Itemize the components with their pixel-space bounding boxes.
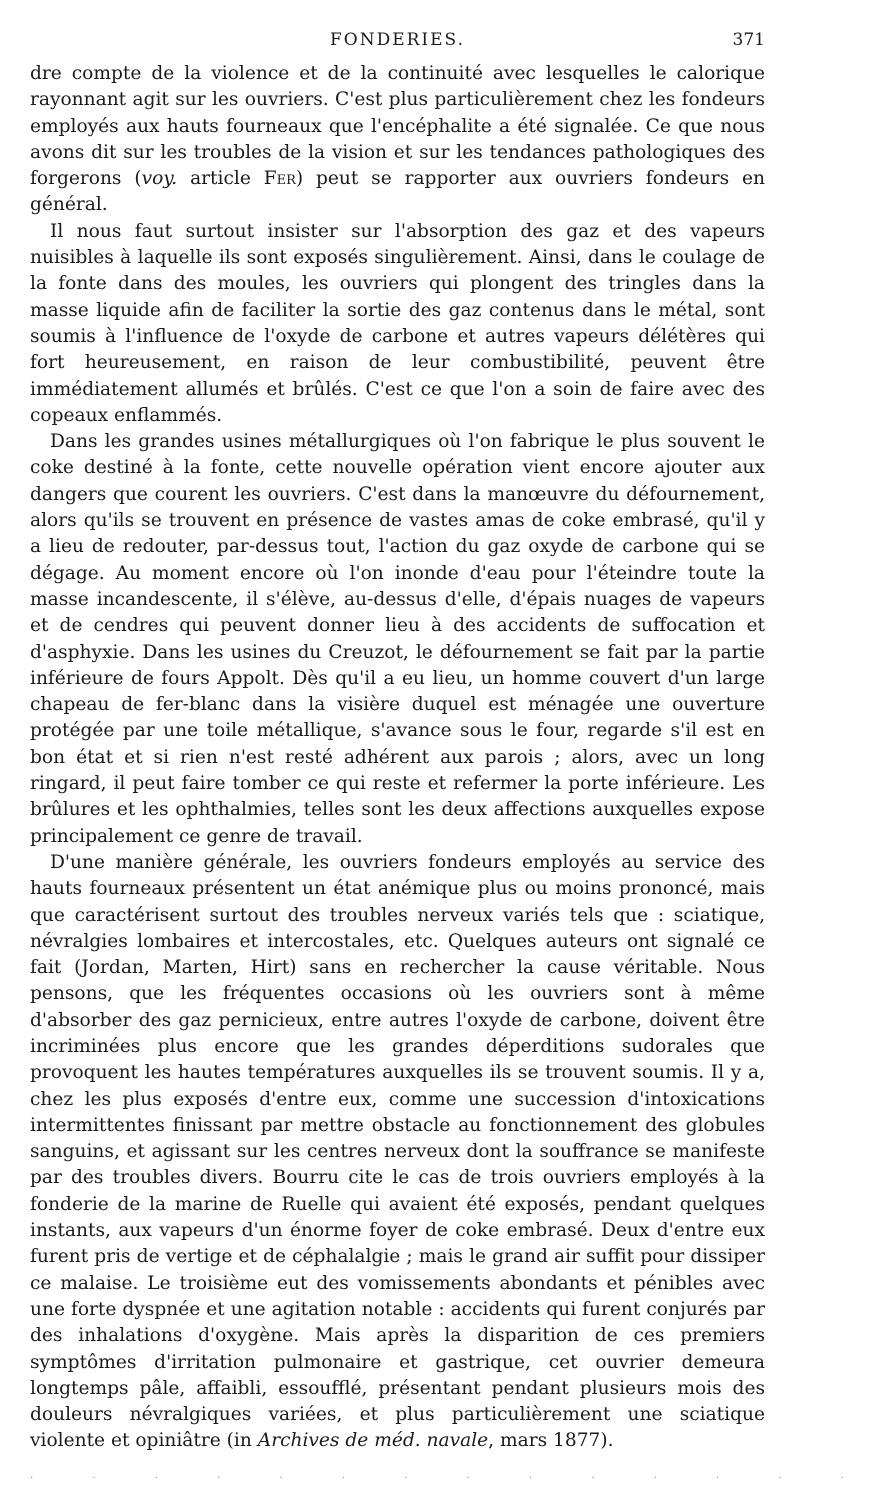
running-title: FONDERIES.: [329, 30, 465, 50]
page-edge-marks: . . . . . . . . . . . . . .: [30, 1470, 872, 1481]
text-run: D'une manière générale, les ouvriers fondeurs employés au service des hauts fourneaux présentent un état anémique plus ou moins prononcé, mais que caractérisent surtout des troubles nerveux variés tels que : sciatique, névralgies lombaires et intercostales, etc. Quelques auteurs ont signalé ce fait (Jordan, Marten, Hirt) sans en rechercher la cause véritable. Nous pensons, que les fréquentes occasions où les ouvriers sont à même d'absorber des gaz pernicieux, entre autres l'oxyde de carbone, doivent être incriminées plus encore que les grandes déperditions sudorales que provoquent les hautes températures auxquelles ils se trouvent soumis. Il y a, chez les plus exposés d'entre eux, comme une succession d'intoxications intermittentes finissant par mettre obstacle au fonctionnement des globules sanguins, et agissant sur les centres nerveux dont la souffrance se manifeste par des troubles divers. Bourru cite le cas de trois ouvriers employés à la fonderie de la marine de Ruelle qui avaient été exposés, pendant quelques instants, aux vapeurs d'un énorme foyer de coke embrasé. Deux d'entre eux furent pris de vertige et de céphalalgie ; mais le grand air suffit pour dissiper ce malaise. Le troisième eut des vomissements abondants et pénibles avec une forte dyspnée et une agitation notable : accidents qui furent conjurés par des inhalations d'oxygène. Mais après la disparition de ces premiers symptômes d'irritation pulmonaire et gastrique, cet ouvrier demeura longtemps pâle, affaibli, essoufflé, présentant pendant plusieurs mois des douleurs névralgiques variées, et plus particulièrement une sciatique violente et opiniâtre (in: [30, 851, 765, 1452]
body-text: [30, 61, 765, 1455]
paragraph: [30, 61, 765, 219]
paragraph: [30, 429, 765, 850]
text-run: , mars 1877).: [488, 1430, 614, 1452]
text-run: ) peut se rapporter aux ouvriers fondeurs en général.: [30, 168, 765, 216]
running-head: [30, 30, 765, 56]
italic-text: Archives de méd. navale: [257, 1430, 489, 1452]
text-run: Dans les grandes usines métallurgiques où l'on fabrique le plus souvent le coke destiné à la fonte, cette nouvelle opération vient encore ajouter aux dangers que courent les ouvriers. C'est dans la manœuvre du défournement, alors qu'ils se trouvent en présence de vastes amas de coke embrasé, qu'il y a lieu de redouter, par-dessus tout, l'action du gaz oxyde de carbone qui se dégage. Au moment encore où l'on inonde d'eau pour l'éteindre toute la masse incandescente, il s'élève, au-dessus d'elle, d'épais nuages de vapeurs et de cendres qui peuvent donner lieu à des accidents de suffocation et d'asphyxie. Dans les usines du Creuzot, le défournement se fait par la partie inférieure de fours Appolt. Dès qu'il a eu lieu, un homme couvert d'un large chapeau de fer-blanc dans la visière duquel est ménagée une ouverture protégée par une toile métallique, s'avance sous le four, regarde s'il est en bon état et si rien n'est resté adhérent aux parois ; alors, avec un long ringard, il peut faire tomber ce qui reste et refermer la porte inférieure. Les brûlures et les ophthalmies, telles sont les deux affections auxquelles expose principalement ce genre de travail.: [30, 431, 765, 847]
paragraph: [30, 850, 765, 1455]
smallcaps-text: Fer: [263, 168, 296, 190]
text-run: article: [177, 168, 264, 190]
paragraph: [30, 219, 765, 429]
text-run: dre compte de la violence et de la continuité avec lesquelles le calorique rayonnant agit sur les ouvriers. C'est plus particulièrement chez les fondeurs employés aux hauts fourneaux que l'encéphalite a été signalée. Ce que nous avons dit sur les troubles de la vision et sur les tendances pathologiques des forgerons (: [30, 63, 765, 190]
page-number: 371: [732, 30, 765, 50]
text-run: Il nous faut surtout insister sur l'absorption des gaz et des vapeurs nuisibles à laquelle ils sont exposés singulièrement. Ainsi, dans le coulage de la fonte dans des moules, les ouvriers qui plongent des tringles dans la masse liquide afin de faciliter la sortie des gaz contenus dans le métal, sont soumis à l'influence de l'oxyde de carbone et autres vapeurs délétères qui fort heureusement, en raison de leur combustibilité, peuvent être immédiatement allumés et brûlés. C'est ce que l'on a soin de faire avec des copeaux enflammés.: [30, 220, 765, 426]
italic-text: voy.: [141, 168, 178, 190]
